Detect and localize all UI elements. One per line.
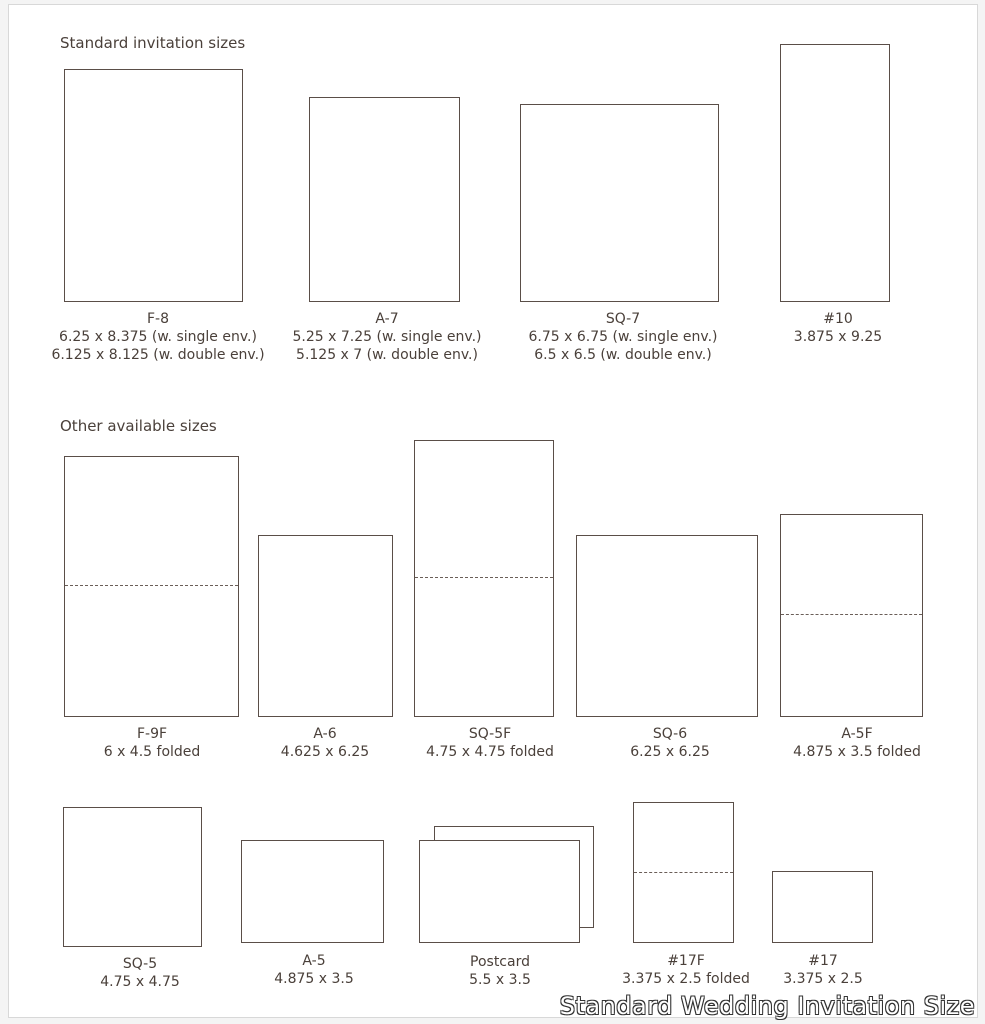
card-a5f — [780, 514, 923, 717]
label-sq5f — [426, 725, 554, 761]
label-sq5 — [100, 955, 180, 991]
size-dimensions: 5.25 x 7.25 (w. single env.) — [292, 329, 482, 345]
card-10 — [780, 44, 890, 302]
card-sq5f — [414, 440, 554, 717]
other-sizes-title: Other available sizes — [60, 417, 217, 435]
label-17 — [783, 952, 863, 988]
size-name: A-6 — [313, 726, 337, 742]
size-dimensions: 5.5 x 3.5 — [469, 972, 531, 988]
size-name: A-5 — [302, 953, 326, 969]
label-sq7 — [529, 310, 718, 364]
card-sq5 — [63, 807, 202, 947]
label-f8 — [51, 310, 264, 364]
card-17 — [772, 871, 873, 943]
card-sq7 — [520, 104, 719, 302]
label-a7 — [293, 310, 482, 364]
label-a6 — [281, 725, 369, 761]
size-dimensions: 6.75 x 6.75 (w. single env.) — [528, 329, 718, 345]
card-f9f — [64, 456, 239, 717]
size-name: SQ-7 — [605, 311, 641, 327]
size-dimensions: 6.5 x 6.5 (w. double env.) — [534, 347, 712, 363]
size-name: F-9F — [136, 726, 168, 742]
size-name: SQ-5F — [468, 726, 512, 742]
size-dimensions: 6.25 x 6.25 — [630, 744, 710, 760]
size-name: #10 — [823, 311, 853, 327]
label-a5 — [274, 952, 354, 988]
size-dimensions: 4.75 x 4.75 folded — [426, 744, 554, 760]
size-name: SQ-6 — [652, 726, 688, 742]
size-name: Postcard — [470, 954, 530, 970]
size-name: #17 — [808, 953, 838, 969]
standard-sizes-title: Standard invitation sizes — [60, 34, 246, 52]
size-dimensions: 6.25 x 8.375 (w. single env.) — [59, 329, 257, 345]
size-dimensions: 3.375 x 2.5 — [783, 971, 863, 987]
card-17f — [633, 802, 734, 943]
card-a7 — [309, 97, 460, 302]
size-name: A-7 — [375, 311, 399, 327]
fold-line — [634, 872, 733, 873]
card-sq6 — [576, 535, 758, 717]
fold-line — [415, 577, 553, 578]
size-dimensions: 4.875 x 3.5 — [274, 971, 354, 987]
card-postcard — [419, 840, 580, 943]
size-dimensions: 4.625 x 6.25 — [280, 744, 370, 760]
label-postcard — [469, 953, 531, 989]
size-dimensions: 6.125 x 8.125 (w. double env.) — [51, 347, 265, 363]
label-10 — [794, 310, 882, 346]
card-a5 — [241, 840, 384, 943]
size-dimensions: 6 x 4.5 folded — [103, 744, 201, 760]
label-sq6 — [630, 725, 710, 761]
size-dimensions: 4.875 x 3.5 folded — [793, 744, 921, 760]
fold-line — [65, 585, 238, 586]
watermark-caption: Standard Wedding Invitation Size — [559, 992, 975, 1020]
size-dimensions: 4.75 x 4.75 — [100, 974, 180, 990]
label-a5f — [793, 725, 921, 761]
size-dimensions: 3.875 x 9.25 — [793, 329, 883, 345]
size-name: F-8 — [146, 311, 169, 327]
card-a6 — [258, 535, 393, 717]
card-f8 — [64, 69, 243, 302]
fold-line — [781, 614, 922, 615]
size-name: SQ-5 — [122, 956, 158, 972]
size-name: #17F — [667, 953, 705, 969]
label-f9f — [104, 725, 201, 761]
size-dimensions: 5.125 x 7 (w. double env.) — [296, 347, 478, 363]
size-name: A-5F — [841, 726, 873, 742]
label-17f — [622, 952, 750, 988]
size-dimensions: 3.375 x 2.5 folded — [622, 971, 750, 987]
